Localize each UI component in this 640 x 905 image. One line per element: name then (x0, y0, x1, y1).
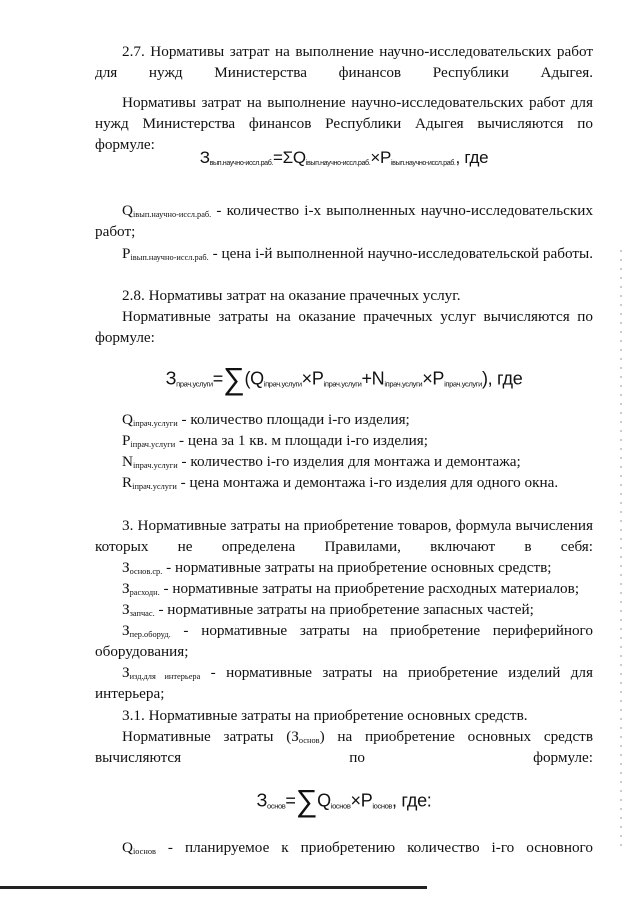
definition-laundry-p (95, 430, 593, 451)
intro-text-end: ) на приобретение основных средств вычисляются по формуле: (95, 728, 593, 766)
formula-symbol: P (379, 148, 391, 167)
formula-bracket: ( (244, 368, 251, 389)
formula-fixed-assets (95, 784, 593, 819)
intro-subscript: основ (298, 736, 320, 746)
formula-symbol: З (165, 368, 177, 389)
definition-symbol: Q (122, 411, 133, 428)
definition-subscript: iвып.научно-иссл.раб. (130, 253, 209, 263)
formula-subscript: iоснов (372, 801, 393, 811)
formula-symbol: P (311, 368, 324, 389)
definition-subscript: iпрач.услуги (132, 461, 178, 471)
list-item-text: - нормативные затраты на приобретение изделий для интерьера; (95, 664, 593, 702)
list-item-spare-parts (95, 599, 593, 620)
formula-subscript: iпрач.услуги (263, 379, 302, 389)
list-item-text: - нормативные затраты на приобретение основных средств; (162, 559, 552, 576)
scan-edge-line (0, 886, 427, 889)
section-2-7-intro (95, 92, 593, 155)
formula-symbol: P (360, 790, 373, 811)
section-2-7-heading-text: 2.7. Нормативы затрат на выполнение научно-исследовательских работ для нужд Министерства финансов Республики Адыгея. (95, 43, 593, 81)
list-item-text: - нормативные затраты на приобретение запасных частей; (154, 601, 534, 618)
formula-tail: ), где (481, 368, 523, 389)
definition-q-research (95, 200, 593, 242)
section-3-heading-text: 3. Нормативные затраты на приобретение товаров, формула вычисления которых не определена Правилами, включают в себя: (95, 517, 593, 555)
list-item-subscript: пер.оборуд. (129, 630, 171, 640)
list-item-interior (95, 662, 593, 704)
formula-symbol: Q (317, 790, 331, 811)
formula-tail: , где (455, 148, 489, 167)
definition-symbol: P (122, 432, 131, 449)
definition-p-research (95, 243, 593, 264)
section-2-7-intro-text: Нормативы затрат на выполнение научно-исследовательских работ для нужд Министерства финансов Республики Адыгея вычисляются по формуле: (95, 94, 593, 153)
formula-operator: + (361, 368, 372, 389)
definition-text: - количество i-го изделия для монтажа и демонтажа; (177, 453, 521, 470)
formula-symbol: Q (292, 148, 306, 167)
section-2-8-heading (95, 285, 593, 306)
section-2-8-intro (95, 306, 593, 348)
definition-text: - цена монтажа и демонтажа i-го изделия для одного окна. (176, 474, 559, 491)
list-item-fixed-assets (95, 557, 593, 578)
formula-symbol: З (256, 790, 268, 811)
definition-symbol: P (122, 245, 131, 262)
list-item-subscript: запчас. (129, 609, 155, 619)
sum-sign-icon: ∑ (222, 362, 245, 396)
formula-tail: , где: (392, 790, 432, 811)
definition-text: - планируемое к приобретению количество i-го основного (155, 839, 593, 856)
formula-subscript: вып.научно-иссл.раб. (209, 158, 273, 167)
formula-subscript: iвып.научно-иссл.раб. (391, 158, 456, 167)
formula-subscript: iвып.научно-иссл.раб. (305, 158, 371, 167)
definition-laundry-q (95, 409, 593, 430)
list-item-symbol: З (122, 559, 130, 576)
list-item-consumables (95, 578, 593, 599)
list-item-text: - нормативные затраты на приобретение периферийного оборудования; (95, 622, 593, 660)
sum-sign-icon: ∑ (295, 784, 318, 818)
formula-subscript: iоснов (330, 801, 351, 811)
formula-subscript: iпрач.услуги (444, 379, 482, 389)
formula-operator: × (350, 790, 361, 811)
formula-subscript: основ (267, 801, 286, 811)
formula-operator: × (301, 368, 312, 389)
definition-text: - количество i-х выполненных научно-исследовательских работ; (95, 202, 593, 240)
section-3-heading (95, 515, 593, 557)
definition-text: - цена i-й выполненной научно-исследовательской работы. (208, 245, 593, 262)
formula-subscript: iпрач.услуги (323, 379, 362, 389)
definition-text: - цена за 1 кв. м площади i-го изделия; (175, 432, 428, 449)
definition-symbol: R (122, 474, 133, 491)
formula-operator: = (212, 368, 223, 389)
formula-research-works (95, 148, 593, 168)
formula-subscript: iпрач.услуги (384, 379, 423, 389)
list-item-symbol: З (122, 580, 130, 597)
definition-text: - количество площади i-го изделия; (177, 411, 410, 428)
formula-symbol: N (371, 368, 385, 389)
list-item-subscript: изд.для интерьера (129, 672, 201, 682)
definition-subscript: iпрач.услуги (130, 440, 176, 450)
definition-subscript: iвып.научно-иссл.раб. (132, 210, 212, 220)
section-3-1-intro (95, 726, 593, 768)
definition-symbol: N (122, 453, 133, 470)
section-3-1-heading-text: 3.1. Нормативные затраты на приобретение основных средств. (122, 707, 528, 724)
list-item-peripherals (95, 620, 593, 662)
definition-symbol: Q (122, 839, 133, 856)
formula-operator: × (422, 368, 433, 389)
section-2-8-intro-text: Нормативные затраты на оказание прачечных услуг вычисляются по формуле: (95, 308, 593, 346)
formula-operator: = (285, 790, 296, 811)
formula-operator: × (370, 148, 380, 167)
formula-laundry (95, 362, 593, 397)
list-item-symbol: З (122, 601, 130, 618)
definition-laundry-r (95, 472, 593, 493)
section-3-1-heading (95, 705, 593, 726)
formula-operator: =Σ (273, 148, 293, 167)
list-item-text: - нормативные затраты на приобретение расходных материалов; (159, 580, 580, 597)
formula-subscript: прач.услуги (176, 379, 213, 389)
list-item-subscript: основ.ср. (129, 567, 163, 577)
list-item-subscript: расходн. (129, 588, 160, 598)
formula-symbol: Q (250, 368, 264, 389)
list-item-symbol: З (122, 664, 130, 681)
formula-symbol: P (432, 368, 445, 389)
formula-symbol: З (199, 148, 210, 167)
definition-subscript: iпрач.услуги (132, 419, 178, 429)
definition-subscript: iпрач.услуги (132, 482, 177, 492)
list-item-symbol: З (122, 622, 130, 639)
definition-subscript: iоснов (132, 847, 156, 857)
definition-q-fixed-assets (95, 837, 593, 858)
definition-symbol: Q (122, 202, 133, 219)
scan-margin-artifact (620, 250, 622, 850)
intro-text-start: Нормативные затраты (З (122, 728, 299, 745)
section-2-8-heading-text: 2.8. Нормативы затрат на оказание прачечных услуг. (122, 287, 461, 304)
definition-laundry-n (95, 451, 593, 472)
section-2-7-heading (95, 41, 593, 83)
